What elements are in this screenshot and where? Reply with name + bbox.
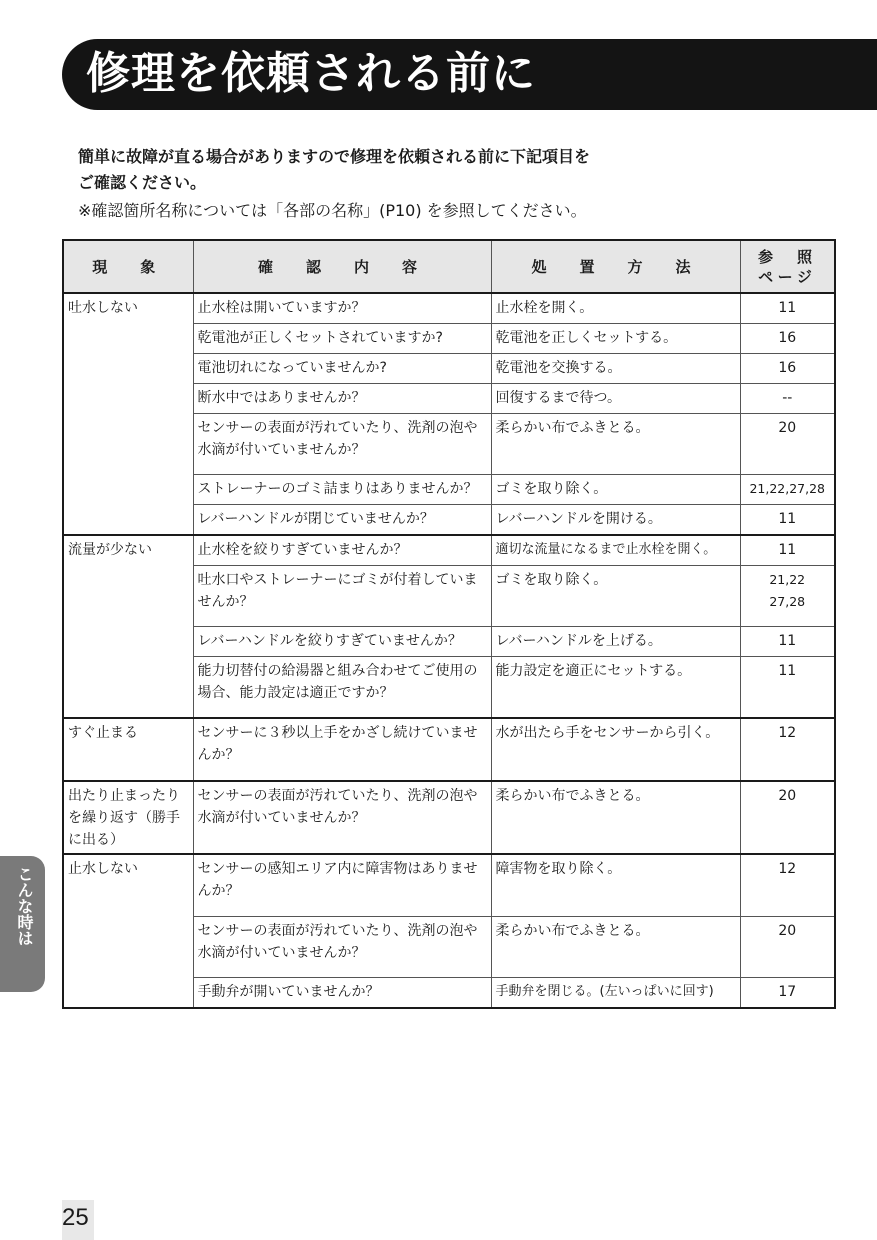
action-cell: 乾電池を交換する。 — [491, 354, 740, 384]
check-cell: 止水栓を絞りすぎていませんか？ — [193, 535, 491, 566]
action-cell: 柔らかい布でふきとる。 — [491, 414, 740, 475]
page-cell: -- — [740, 384, 835, 414]
check-cell: 手動弁が開いていませんか？ — [193, 978, 491, 1009]
check-cell: 吐水口やストレーナーにゴミが付着していませんか？ — [193, 566, 491, 627]
symptom-cell: 止水しない — [63, 854, 193, 1008]
action-cell: 水が出たら手をセンサーから引く。 — [491, 718, 740, 781]
header-symptom: 現 象 — [63, 240, 193, 293]
page-cell: 16 — [740, 354, 835, 384]
check-cell: センサーに３秒以上手をかざし続けていませんか？ — [193, 718, 491, 781]
action-cell: 回復するまで待つ。 — [491, 384, 740, 414]
check-cell: 断水中ではありませんか？ — [193, 384, 491, 414]
page-cell: 16 — [740, 324, 835, 354]
action-cell: レバーハンドルを上げる。 — [491, 627, 740, 657]
check-cell: 乾電池が正しくセットされていますか? — [193, 324, 491, 354]
troubleshooting-table — [62, 239, 836, 1009]
check-cell: センサーの表面が汚れていたり、洗剤の泡や水滴が付いていませんか？ — [193, 917, 491, 978]
page-number: 25 — [62, 1204, 89, 1231]
intro-section — [78, 144, 798, 224]
intro-note: ※確認箇所名称については「各部の名称」(P10) を参照してください。 — [78, 201, 587, 220]
page-cell: 20 — [740, 781, 835, 854]
action-cell: 障害物を取り除く。 — [491, 854, 740, 917]
check-cell: センサーの表面が汚れていたり、洗剤の泡や水滴が付いていませんか？ — [193, 414, 491, 475]
symptom-cell: 吐水しない — [63, 293, 193, 535]
action-cell: 能力設定を適正にセットする。 — [491, 657, 740, 719]
check-cell: ストレーナーのゴミ詰まりはありませんか？ — [193, 475, 491, 505]
table-row — [63, 781, 835, 854]
action-cell: 柔らかい布でふきとる。 — [491, 781, 740, 854]
table-row — [63, 293, 835, 324]
page-cell: 20 — [740, 414, 835, 475]
page-cell: 20 — [740, 917, 835, 978]
intro-line-1: 簡単に故障が直る場合がありますので修理を依頼される前に下記項目を — [78, 147, 591, 166]
table-row — [63, 718, 835, 781]
action-cell: 適切な流量になるまで止水栓を開く。 — [491, 535, 740, 566]
action-cell: 柔らかい布でふきとる。 — [491, 917, 740, 978]
page-cell: 11 — [740, 505, 835, 536]
check-cell: センサーの表面が汚れていたり、洗剤の泡や水滴が付いていませんか？ — [193, 781, 491, 854]
check-cell: 電池切れになっていませんか? — [193, 354, 491, 384]
symptom-cell: すぐ止まる — [63, 718, 193, 781]
check-cell: レバーハンドルを絞りすぎていませんか？ — [193, 627, 491, 657]
page-cell: 11 — [740, 657, 835, 719]
side-index-tab — [0, 856, 45, 992]
action-cell: レバーハンドルを開ける。 — [491, 505, 740, 536]
symptom-cell: 出たり止まったりを繰り返す（勝手に出る） — [63, 781, 193, 854]
page-cell: 12 — [740, 718, 835, 781]
page-cell: 17 — [740, 978, 835, 1009]
table-body — [63, 293, 835, 1008]
action-cell: 手動弁を閉じる。(左いっぱいに回す) — [491, 978, 740, 1009]
page-cell: 11 — [740, 293, 835, 324]
header-page: 参 照 ページ — [740, 240, 835, 293]
table-header-row — [63, 240, 835, 293]
intro-line-2: ご確認ください。 — [78, 173, 207, 192]
action-cell: 乾電池を正しくセットする。 — [491, 324, 740, 354]
table-row — [63, 854, 835, 917]
check-cell: レバーハンドルが閉じていませんか？ — [193, 505, 491, 536]
action-cell: ゴミを取り除く。 — [491, 475, 740, 505]
page-cell: 21,22,27,28 — [740, 475, 835, 505]
page-cell: 11 — [740, 535, 835, 566]
check-cell: 能力切替付の給湯器と組み合わせてご使用の場合、能力設定は適正ですか？ — [193, 657, 491, 719]
action-cell: 止水栓を開く。 — [491, 293, 740, 324]
check-cell: 止水栓は開いていますか？ — [193, 293, 491, 324]
page-cell: 12 — [740, 854, 835, 917]
page-cell: 11 — [740, 627, 835, 657]
page-title: 修理を依頼される前に — [86, 48, 536, 99]
table-row — [63, 535, 835, 566]
action-cell: ゴミを取り除く。 — [491, 566, 740, 627]
header-check: 確 認 内 容 — [193, 240, 491, 293]
side-tab-label: こんな時は — [15, 866, 34, 946]
page-cell: 21,22 27,28 — [740, 566, 835, 627]
symptom-cell: 流量が少ない — [63, 535, 193, 718]
check-cell: センサーの感知エリア内に障害物はありませんか？ — [193, 854, 491, 917]
header-action: 処 置 方 法 — [491, 240, 740, 293]
